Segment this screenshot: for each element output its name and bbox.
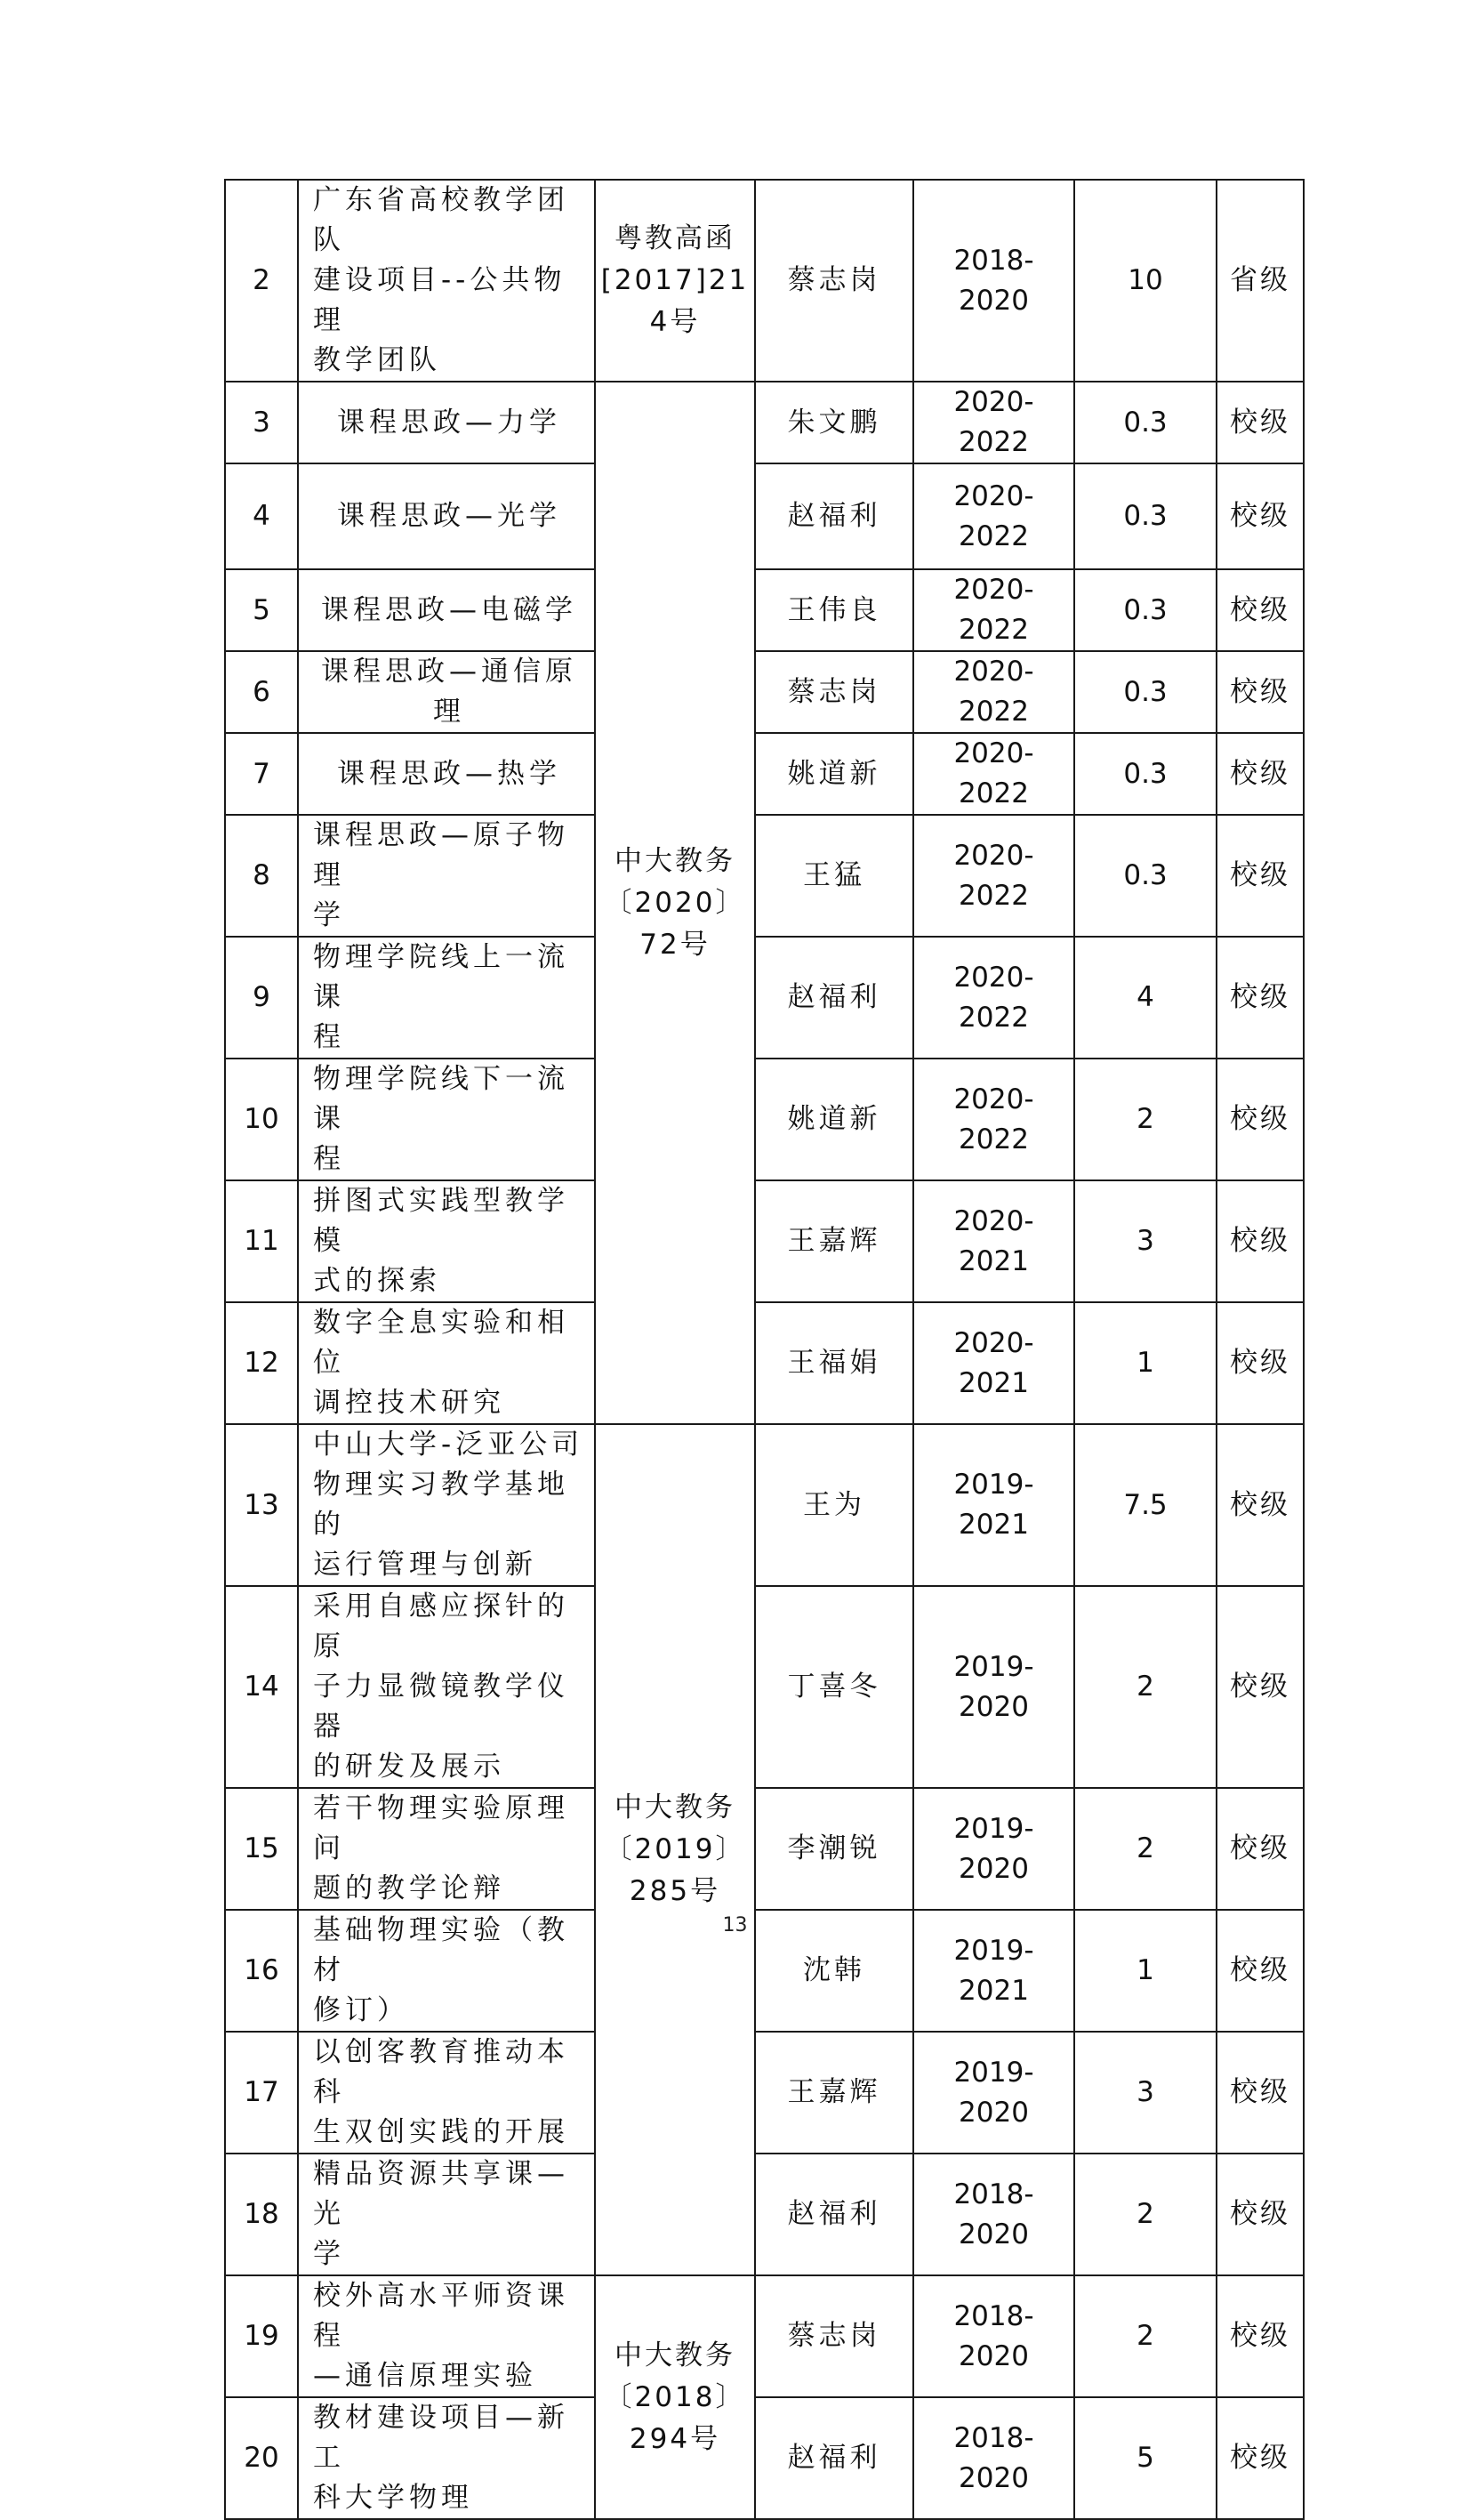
project-leader: 赵福利 bbox=[755, 463, 913, 569]
cell-line: 2021 bbox=[959, 1244, 1029, 1277]
cell-line: 2022 bbox=[959, 426, 1029, 458]
table-row bbox=[225, 2275, 1304, 2397]
project-name bbox=[298, 651, 595, 733]
project-period bbox=[913, 2154, 1074, 2275]
project-period bbox=[913, 1302, 1074, 1424]
approval-document bbox=[595, 2275, 755, 2519]
cell-line: 2019- bbox=[953, 1469, 1034, 1501]
project-leader: 蔡志岗 bbox=[755, 651, 913, 733]
cell-line: 〔2019〕 bbox=[604, 1833, 746, 1865]
cell-line: 的研发及展示 bbox=[313, 1751, 505, 1783]
row-number: 9 bbox=[225, 937, 298, 1059]
cell-line: 2020- bbox=[953, 574, 1034, 606]
cell-line: 课程思政—通信原理 bbox=[321, 656, 577, 728]
cell-line: 2019- bbox=[953, 1934, 1034, 1967]
table-row bbox=[225, 382, 1304, 463]
funding-amount: 1 bbox=[1074, 1302, 1217, 1424]
project-leader: 姚道新 bbox=[755, 733, 913, 815]
cell-line: 调控技术研究 bbox=[313, 1387, 505, 1419]
cell-line: 72号 bbox=[639, 928, 711, 961]
cell-line: 2020 bbox=[959, 1852, 1029, 1885]
project-name bbox=[298, 937, 595, 1059]
row-number: 6 bbox=[225, 651, 298, 733]
project-period bbox=[913, 463, 1074, 569]
row-number: 16 bbox=[225, 1910, 298, 2032]
project-name bbox=[298, 2154, 595, 2275]
cell-line: 2020 bbox=[959, 2218, 1029, 2250]
approval-document bbox=[595, 382, 755, 1424]
table-row bbox=[225, 1059, 1304, 1180]
project-leader: 蔡志岗 bbox=[755, 2275, 913, 2397]
cell-line: 〔2020〕 bbox=[604, 886, 746, 919]
funding-amount: 0.3 bbox=[1074, 651, 1217, 733]
cell-line: 294号 bbox=[629, 2422, 721, 2455]
cell-line: 中大教务 bbox=[615, 2339, 735, 2371]
table-row bbox=[225, 1302, 1304, 1424]
project-leader: 沈韩 bbox=[755, 1910, 913, 2032]
project-level: 校级 bbox=[1217, 815, 1304, 937]
project-name bbox=[298, 1059, 595, 1180]
project-leader: 朱文鹏 bbox=[755, 382, 913, 463]
project-leader: 王福娟 bbox=[755, 1302, 913, 1424]
project-name bbox=[298, 1586, 595, 1788]
cell-line: 2020- bbox=[953, 1204, 1034, 1237]
funding-amount: 2 bbox=[1074, 1586, 1217, 1788]
cell-line: 课程思政—电磁学 bbox=[321, 593, 577, 626]
cell-line: 2018- bbox=[953, 2178, 1034, 2210]
cell-line: 题的教学论辩 bbox=[313, 1872, 505, 1904]
cell-line: 子力显微镜教学仪器 bbox=[313, 1671, 569, 1743]
project-level: 校级 bbox=[1217, 1180, 1304, 1302]
cell-line: 2019- bbox=[953, 2056, 1034, 2089]
row-number: 13 bbox=[225, 1424, 298, 1586]
cell-line: 2022 bbox=[959, 1123, 1029, 1155]
project-period bbox=[913, 815, 1074, 937]
project-period bbox=[913, 733, 1074, 815]
project-name bbox=[298, 463, 595, 569]
project-leader: 赵福利 bbox=[755, 2154, 913, 2275]
cell-line: 程 bbox=[313, 1143, 345, 1175]
row-number: 15 bbox=[225, 1788, 298, 1910]
project-level: 校级 bbox=[1217, 569, 1304, 651]
project-period bbox=[913, 651, 1074, 733]
funding-amount: 1 bbox=[1074, 1910, 1217, 2032]
cell-line: [2017]21 bbox=[600, 264, 750, 296]
cell-line: 粤教高函 bbox=[615, 222, 735, 254]
project-level: 校级 bbox=[1217, 1424, 1304, 1586]
project-name bbox=[298, 180, 595, 382]
table-row bbox=[225, 180, 1304, 382]
project-name bbox=[298, 2275, 595, 2397]
table-row bbox=[225, 2154, 1304, 2275]
project-period bbox=[913, 2275, 1074, 2397]
cell-line: 以创客教育推动本科 bbox=[313, 2036, 569, 2108]
project-leader: 姚道新 bbox=[755, 1059, 913, 1180]
project-leader: 王嘉辉 bbox=[755, 2032, 913, 2154]
approval-document bbox=[595, 180, 755, 382]
funding-amount: 2 bbox=[1074, 2275, 1217, 2397]
cell-line: 2020- bbox=[953, 1083, 1034, 1115]
row-number: 20 bbox=[225, 2397, 298, 2519]
cell-line: 2020 bbox=[959, 1690, 1029, 1723]
table-body bbox=[225, 180, 1304, 2519]
table-row bbox=[225, 1424, 1304, 1586]
project-name bbox=[298, 733, 595, 815]
cell-line: 生双创实践的开展 bbox=[313, 2116, 569, 2148]
cell-line: 2018- bbox=[953, 2299, 1034, 2332]
project-period bbox=[913, 2032, 1074, 2154]
funding-amount: 0.3 bbox=[1074, 463, 1217, 569]
row-number: 2 bbox=[225, 180, 298, 382]
funding-amount: 2 bbox=[1074, 2154, 1217, 2275]
cell-line: 2021 bbox=[959, 1366, 1029, 1399]
project-period bbox=[913, 1788, 1074, 1910]
row-number: 19 bbox=[225, 2275, 298, 2397]
project-level: 校级 bbox=[1217, 463, 1304, 569]
cell-line: 2020 bbox=[959, 284, 1029, 317]
cell-line: 学 bbox=[313, 899, 345, 931]
cell-line: 科大学物理 bbox=[313, 2482, 473, 2514]
funding-amount: 0.3 bbox=[1074, 815, 1217, 937]
project-level: 校级 bbox=[1217, 1788, 1304, 1910]
project-level: 校级 bbox=[1217, 2032, 1304, 2154]
cell-line: 物理学院线上一流课 bbox=[313, 941, 569, 1013]
project-name bbox=[298, 2032, 595, 2154]
project-period bbox=[913, 1180, 1074, 1302]
table-row bbox=[225, 733, 1304, 815]
approval-document bbox=[595, 1424, 755, 2275]
project-level: 校级 bbox=[1217, 651, 1304, 733]
cell-line: 2021 bbox=[959, 1974, 1029, 2007]
cell-line: 数字全息实验和相位 bbox=[313, 1307, 569, 1379]
row-number: 11 bbox=[225, 1180, 298, 1302]
cell-line: 拼图式实践型教学模 bbox=[313, 1185, 569, 1257]
cell-line: 2020- bbox=[953, 839, 1034, 872]
project-name bbox=[298, 382, 595, 463]
funding-amount: 3 bbox=[1074, 2032, 1217, 2154]
project-leader: 蔡志岗 bbox=[755, 180, 913, 382]
project-level: 校级 bbox=[1217, 2397, 1304, 2519]
cell-line: 中大教务 bbox=[615, 844, 735, 877]
cell-line: 2020- bbox=[953, 1326, 1034, 1359]
table-row bbox=[225, 2032, 1304, 2154]
funding-amount: 4 bbox=[1074, 937, 1217, 1059]
project-leader: 丁喜冬 bbox=[755, 1586, 913, 1788]
project-level: 校级 bbox=[1217, 1586, 1304, 1788]
project-period bbox=[913, 180, 1074, 382]
cell-line: 运行管理与创新 bbox=[313, 1549, 537, 1581]
cell-line: 课程思政—原子物理 bbox=[313, 819, 569, 891]
cell-line: 广东省高校教学团队 bbox=[313, 184, 569, 256]
cell-line: 课程思政—光学 bbox=[337, 500, 561, 532]
project-leader: 王伟良 bbox=[755, 569, 913, 651]
funding-amount: 0.3 bbox=[1074, 382, 1217, 463]
cell-line: 精品资源共享课—光 bbox=[313, 2158, 569, 2230]
row-number: 14 bbox=[225, 1586, 298, 1788]
funding-amount: 3 bbox=[1074, 1180, 1217, 1302]
funding-amount: 2 bbox=[1074, 1788, 1217, 1910]
table-row bbox=[225, 2397, 1304, 2519]
row-number: 4 bbox=[225, 463, 298, 569]
cell-line: 中大教务 bbox=[615, 1791, 735, 1824]
table-row bbox=[225, 815, 1304, 937]
project-level: 校级 bbox=[1217, 1059, 1304, 1180]
cell-line: 2020 bbox=[959, 2339, 1029, 2372]
funding-amount: 10 bbox=[1074, 180, 1217, 382]
project-leader: 赵福利 bbox=[755, 2397, 913, 2519]
project-level: 校级 bbox=[1217, 1302, 1304, 1424]
project-period bbox=[913, 1586, 1074, 1788]
cell-line: 2021 bbox=[959, 1509, 1029, 1541]
cell-line: 2020- bbox=[953, 479, 1034, 512]
table-row bbox=[225, 463, 1304, 569]
cell-line: 2019- bbox=[953, 1650, 1034, 1683]
project-period bbox=[913, 1424, 1074, 1586]
project-level: 校级 bbox=[1217, 733, 1304, 815]
project-name bbox=[298, 569, 595, 651]
row-number: 12 bbox=[225, 1302, 298, 1424]
funding-amount: 0.3 bbox=[1074, 733, 1217, 815]
cell-line: 校外高水平师资课程 bbox=[313, 2280, 569, 2352]
project-level: 省级 bbox=[1217, 180, 1304, 382]
project-table bbox=[224, 179, 1305, 2520]
cell-line: 2022 bbox=[959, 519, 1029, 552]
funding-amount: 0.3 bbox=[1074, 569, 1217, 651]
cell-line: 教学团队 bbox=[313, 344, 441, 376]
table-row bbox=[225, 937, 1304, 1059]
funding-amount: 2 bbox=[1074, 1059, 1217, 1180]
project-name bbox=[298, 1424, 595, 1586]
cell-line: 2020 bbox=[959, 2461, 1029, 2494]
project-name bbox=[298, 2397, 595, 2519]
row-number: 17 bbox=[225, 2032, 298, 2154]
table-row bbox=[225, 1586, 1304, 1788]
table-row bbox=[225, 1788, 1304, 1910]
cell-line: 2018- bbox=[953, 244, 1034, 277]
cell-line: 课程思政—热学 bbox=[337, 757, 561, 790]
cell-line: 课程思政—力学 bbox=[337, 406, 561, 439]
funding-amount: 5 bbox=[1074, 2397, 1217, 2519]
cell-line: 采用自感应探针的原 bbox=[313, 1590, 569, 1663]
cell-line: 2022 bbox=[959, 777, 1029, 809]
project-level: 校级 bbox=[1217, 937, 1304, 1059]
cell-line: 4号 bbox=[649, 306, 701, 338]
project-level: 校级 bbox=[1217, 1910, 1304, 2032]
funding-amount: 7.5 bbox=[1074, 1424, 1217, 1586]
cell-line: 中山大学-泛亚公司 bbox=[313, 1429, 584, 1461]
cell-line: 2022 bbox=[959, 696, 1029, 728]
project-level: 校级 bbox=[1217, 382, 1304, 463]
cell-line: 基础物理实验（教材 bbox=[313, 1914, 569, 1986]
cell-line: 建设项目--公共物理 bbox=[313, 264, 566, 336]
cell-line: 2022 bbox=[959, 614, 1029, 646]
table-row bbox=[225, 651, 1304, 733]
cell-line: 学 bbox=[313, 2238, 345, 2270]
project-period bbox=[913, 382, 1074, 463]
project-period bbox=[913, 1059, 1074, 1180]
project-name bbox=[298, 1302, 595, 1424]
cell-line: 若干物理实验原理问 bbox=[313, 1792, 569, 1864]
project-level: 校级 bbox=[1217, 2154, 1304, 2275]
project-level: 校级 bbox=[1217, 2275, 1304, 2397]
table-row bbox=[225, 569, 1304, 651]
cell-line: 〔2018〕 bbox=[604, 2380, 746, 2413]
project-leader: 王为 bbox=[755, 1424, 913, 1586]
cell-line: 教材建设项目—新工 bbox=[313, 2402, 569, 2474]
project-leader: 李潮锐 bbox=[755, 1788, 913, 1910]
project-name bbox=[298, 815, 595, 937]
row-number: 18 bbox=[225, 2154, 298, 2275]
row-number: 10 bbox=[225, 1059, 298, 1180]
project-period bbox=[913, 937, 1074, 1059]
cell-line: 2020- bbox=[953, 656, 1034, 688]
cell-line: 2018- bbox=[953, 2421, 1034, 2454]
cell-line: 程 bbox=[313, 1021, 345, 1053]
cell-line: 2022 bbox=[959, 1001, 1029, 1034]
cell-line: 2022 bbox=[959, 879, 1029, 912]
cell-line: 2020 bbox=[959, 2096, 1029, 2129]
project-leader: 王嘉辉 bbox=[755, 1180, 913, 1302]
cell-line: —通信原理实验 bbox=[313, 2360, 537, 2392]
cell-line: 修订） bbox=[313, 1994, 409, 2026]
page-number: 13 bbox=[722, 1914, 748, 1936]
row-number: 8 bbox=[225, 815, 298, 937]
cell-line: 物理学院线下一流课 bbox=[313, 1063, 569, 1135]
cell-line: 物理实习教学基地的 bbox=[313, 1469, 569, 1541]
project-name bbox=[298, 1180, 595, 1302]
project-leader: 王猛 bbox=[755, 815, 913, 937]
row-number: 7 bbox=[225, 733, 298, 815]
cell-line: 2020- bbox=[953, 961, 1034, 994]
cell-line: 2020- bbox=[953, 386, 1034, 418]
project-period bbox=[913, 2397, 1074, 2519]
cell-line: 285号 bbox=[629, 1875, 721, 1907]
cell-line: 式的探索 bbox=[313, 1265, 441, 1297]
row-number: 3 bbox=[225, 382, 298, 463]
project-name bbox=[298, 1788, 595, 1910]
table-row bbox=[225, 1180, 1304, 1302]
row-number: 5 bbox=[225, 569, 298, 651]
project-period bbox=[913, 569, 1074, 651]
cell-line: 2020- bbox=[953, 737, 1034, 769]
cell-line: 2019- bbox=[953, 1812, 1034, 1845]
project-leader: 赵福利 bbox=[755, 937, 913, 1059]
